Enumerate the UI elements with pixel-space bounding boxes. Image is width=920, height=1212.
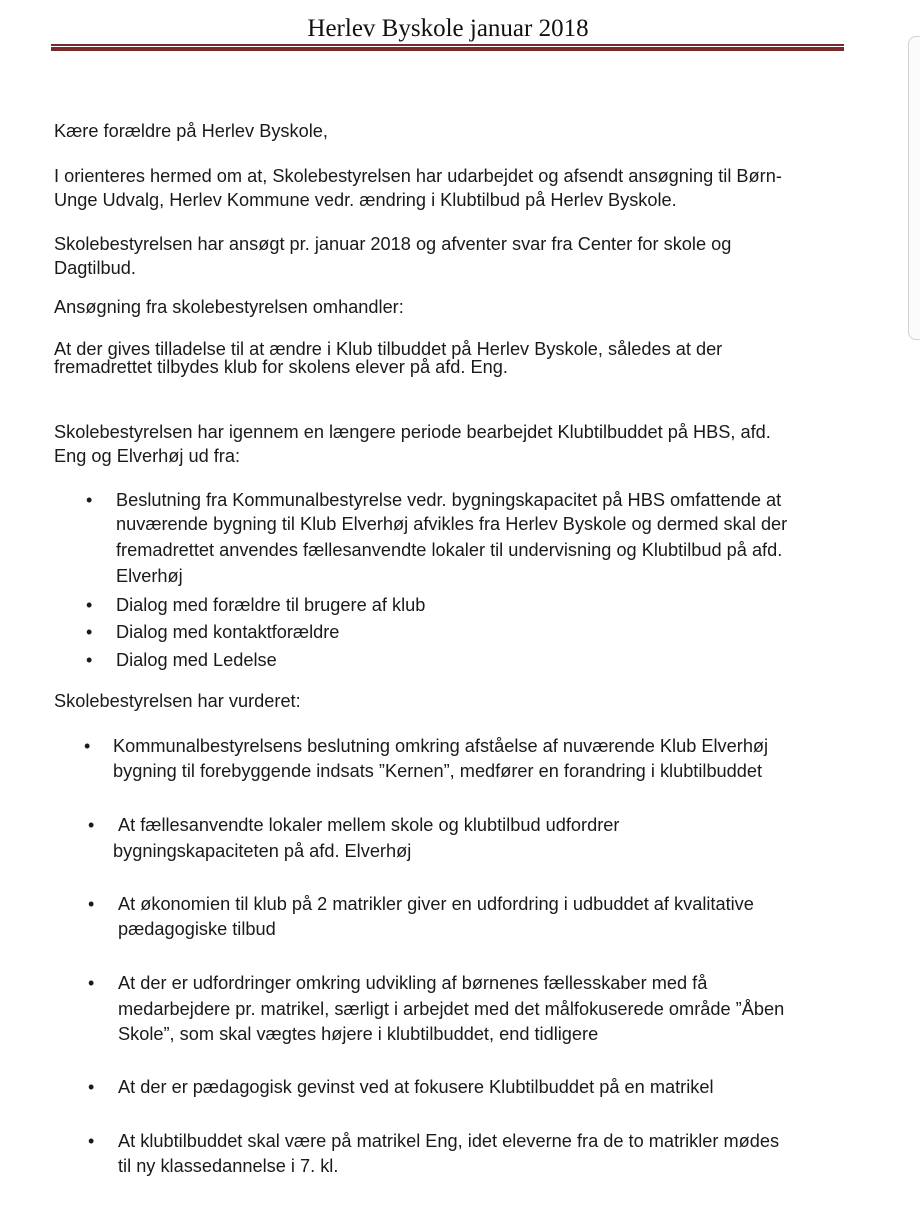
list-item-line: bygningskapaciteten på afd. Elverhøj	[113, 841, 412, 861]
list-item-line: Beslutning fra Kommunalbestyrelse vedr. bygningskapacitet på HBS omfattende at	[116, 490, 782, 510]
list-item-line: Dialog med Ledelse	[116, 650, 277, 670]
paragraph-5-line-1: Skolebestyrelsen har igennem en længere periode bearbejdet Klubtilbuddet på HBS, afd.	[54, 422, 771, 442]
bullet-icon: •	[84, 736, 91, 756]
bullet-icon: •	[88, 973, 95, 993]
bullet-icon: •	[86, 650, 93, 670]
paragraph-5-line-2: Eng og Elverhøj ud fra:	[54, 446, 241, 466]
bullet-icon: •	[88, 1131, 95, 1151]
bullet-icon: •	[86, 490, 93, 510]
header-divider	[51, 44, 844, 51]
page-header	[0, 0, 920, 52]
paragraph-1-line-1: I orienteres hermed om at, Skolebestyrelsen har udarbejdet og afsendt ansøgning til Børn-	[54, 166, 782, 186]
list-item-line: Skole”, som skal vægtes højere i klubtilbuddet, end tidligere	[118, 1024, 599, 1044]
list-item-line: medarbejdere pr. matrikel, særligt i arbejdet med det målfokuserede område ”Åben	[118, 999, 785, 1019]
bullet-icon: •	[88, 894, 95, 914]
bullet-icon: •	[88, 1077, 95, 1097]
list-item-line: fremadrettet anvendes fællesanvendte lokaler til undervisning og Klubtilbud på afd.	[116, 540, 783, 560]
list-item-line: At der er pædagogisk gevinst ved at fokusere Klubtilbuddet på en matrikel	[118, 1077, 714, 1097]
paragraph-2-line-2: Dagtilbud.	[54, 258, 136, 278]
paragraph-6: Skolebestyrelsen har vurderet:	[54, 691, 301, 711]
paragraph-4-line-1: At der gives tilladelse til at ændre i Klub tilbuddet på Herlev Byskole, således at der	[54, 339, 723, 359]
list-item-line: Elverhøj	[116, 566, 183, 586]
list-item-line: At økonomien til klub på 2 matrikler giver en udfordring i udbuddet af kvalitative	[118, 894, 754, 914]
scroll-edge-handle[interactable]	[908, 36, 920, 340]
paragraph-1-line-2: Unge Udvalg, Herlev Kommune vedr. ændring i Klubtilbud på Herlev Byskole.	[54, 190, 677, 210]
list-item-line: At klubtilbuddet skal være på matrikel Eng, idet eleverne fra de to matrikler mødes	[118, 1131, 780, 1151]
list-item-line: nuværende bygning til Klub Elverhøj afvikles fra Herlev Byskole og dermed skal der	[116, 514, 788, 534]
list-item-line: At fællesanvendte lokaler mellem skole og klubtilbud udfordrer	[118, 815, 620, 835]
list-item-line: til ny klassedannelse i 7. kl.	[118, 1156, 339, 1176]
paragraph-2-line-1: Skolebestyrelsen har ansøgt pr. januar 2018 og afventer svar fra Center for skole og	[54, 234, 732, 254]
bullet-icon: •	[86, 622, 93, 642]
greeting: Kære forældre på Herlev Byskole,	[54, 121, 328, 141]
paragraph-3: Ansøgning fra skolebestyrelsen omhandler:	[54, 297, 404, 317]
list-item-line: Kommunalbestyrelsens beslutning omkring afståelse af nuværende Klub Elverhøj	[113, 736, 769, 756]
page-title: Herlev Byskole januar 2018	[307, 15, 589, 42]
list-item-line: Dialog med forældre til brugere af klub	[116, 595, 426, 615]
bullet-icon: •	[86, 595, 93, 615]
list-item-line: bygning til forebyggende indsats ”Kernen”, medfører en forandring i klubtilbuddet	[113, 761, 763, 781]
list-item-line: Dialog med kontaktforældre	[116, 622, 340, 642]
bullet-icon: •	[88, 815, 95, 835]
paragraph-4-line-2: fremadrettet tilbydes klub for skolens elever på afd. Eng.	[54, 357, 508, 377]
list-item-line: At der er udfordringer omkring udvikling af børnenes fællesskaber med få	[118, 973, 708, 993]
list-item-line: pædagogiske tilbud	[118, 919, 276, 939]
